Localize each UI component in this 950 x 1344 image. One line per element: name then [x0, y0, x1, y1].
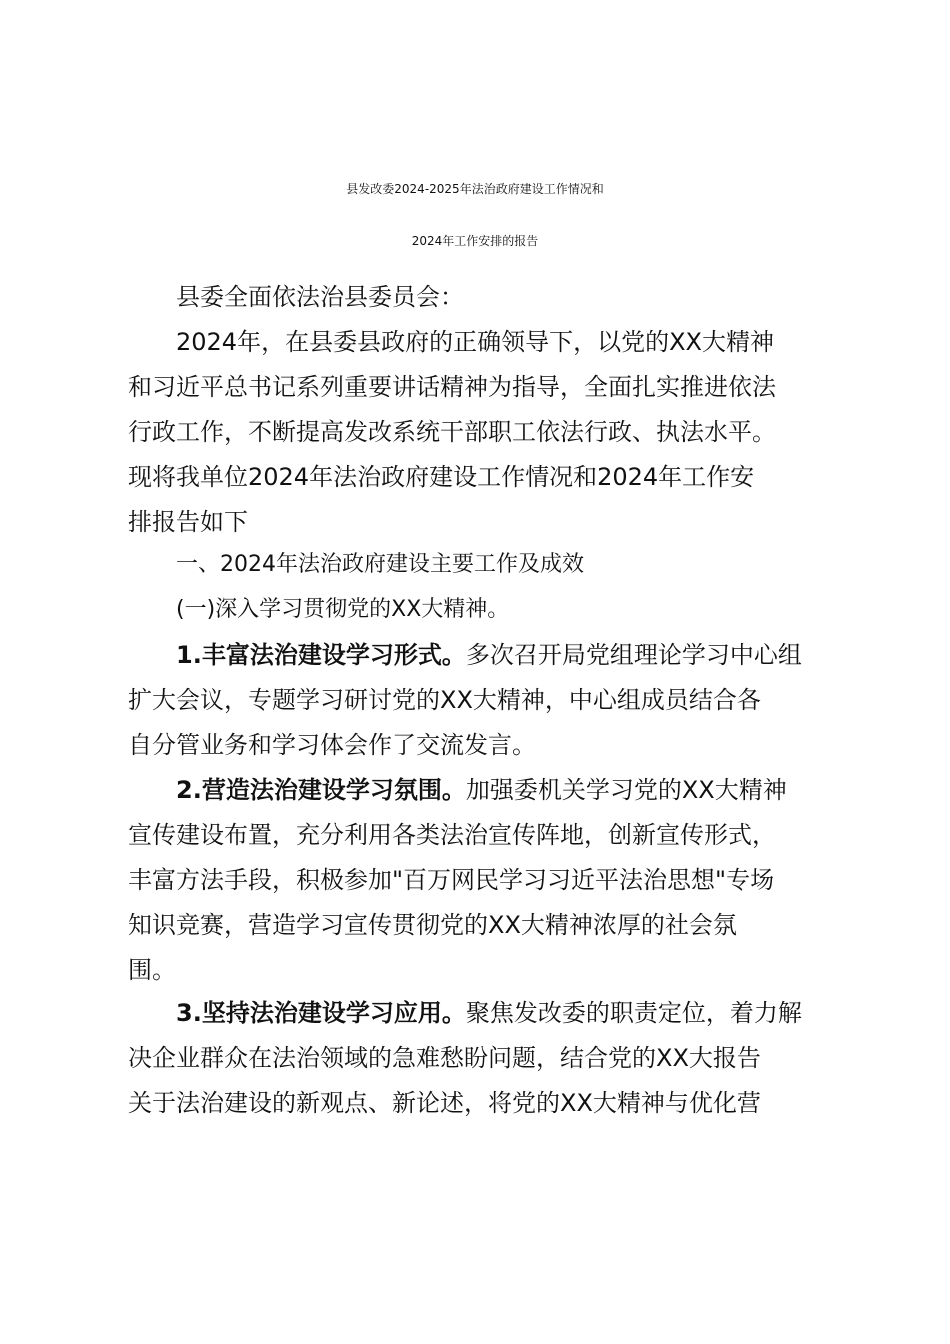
item-text: 聚焦发改委的职责定位，着力解 — [465, 999, 802, 1027]
intro-line: 现将我单位2024年法治政府建设工作情况和2024年工作安 — [128, 463, 755, 491]
item-line: 自分管业务和学习体会作了交流发言。 — [128, 731, 536, 759]
document-title-line-2: 2024年工作安排的报告 — [411, 234, 539, 248]
item-line: 围。 — [128, 956, 176, 984]
item-line: 宣传建设布置，充分利用各类法治宣传阵地，创新宣传形式， — [128, 821, 776, 849]
intro-line: 排报告如下 — [128, 508, 248, 536]
item-line: 丰富方法手段，积极参加"百万网民学习习近平法治思想"专场 — [128, 866, 775, 894]
intro-line: 行政工作，不断提高发改系统干部职工依法行政、执法水平。 — [128, 418, 776, 446]
document-title-line-1: 县发改委2024-2025年法治政府建设工作情况和 — [346, 182, 604, 196]
item-line: 知识竞赛，营造学习宣传贯彻党的XX大精神浓厚的社会氛 — [128, 911, 737, 939]
item-line: 关于法治建设的新观点、新论述，将党的XX大精神与优化营 — [128, 1089, 761, 1117]
subsection-heading: (一)深入学习贯彻党的XX大精神。 — [176, 597, 510, 622]
item-heading: 1.丰富法治建设学习形式。 — [176, 641, 466, 669]
paragraph-item-3 — [176, 998, 802, 1028]
item-heading: 3.坚持法治建设学习应用。 — [176, 999, 466, 1027]
item-text: 多次召开局党组理论学习中心组 — [465, 641, 802, 669]
paragraph-item-2 — [176, 775, 787, 805]
salutation: 县委全面依法治县委员会： — [176, 283, 464, 311]
item-heading: 2.营造法治建设学习氛围。 — [176, 776, 466, 804]
item-text: 加强委机关学习党的XX大精神 — [465, 776, 787, 804]
item-line: 决企业群众在法治领域的急难愁盼问题，结合党的XX大报告 — [128, 1044, 761, 1072]
item-line: 扩大会议，专题学习研讨党的XX大精神，中心组成员结合各 — [128, 686, 761, 714]
section-heading: 一、2024年法治政府建设主要工作及成效 — [176, 552, 584, 577]
intro-line: 和习近平总书记系列重要讲话精神为指导，全面扎实推进依法 — [128, 373, 776, 401]
intro-line: 2024年，在县委县政府的正确领导下，以党的XX大精神 — [176, 328, 774, 356]
paragraph-item-1 — [176, 640, 802, 670]
